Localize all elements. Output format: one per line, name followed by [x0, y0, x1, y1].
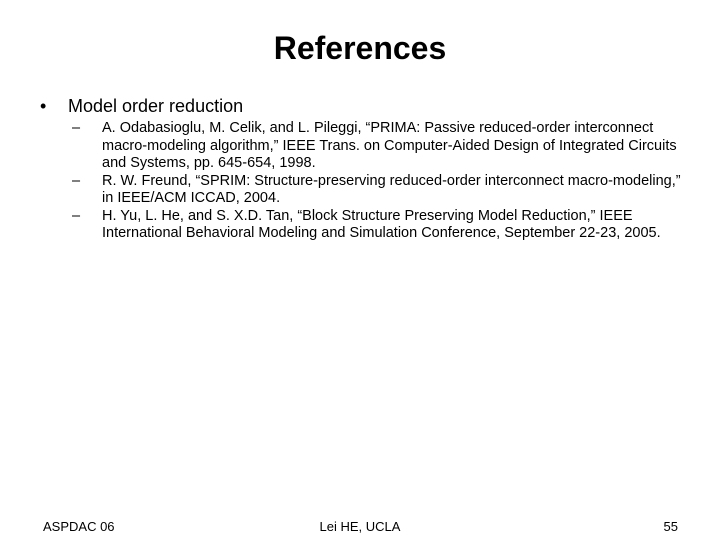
bullet-text: Model order reduction — [68, 96, 244, 116]
dash-marker: – — [72, 120, 81, 136]
reference-item-sprim — [68, 173, 690, 208]
bullet-list — [40, 94, 690, 243]
reference-list — [68, 120, 690, 243]
reference-text: R. W. Freund, “SPRIM: Structure-preserving reduced-order interconnect macro-modeling,” in IEEE/ACM ICCAD, 2004. — [102, 172, 681, 206]
dash-marker: – — [72, 172, 81, 189]
dash-marker: – — [72, 207, 81, 224]
slide-title: References — [273, 30, 447, 66]
footer-author: Lei HE, UCLA — [319, 519, 401, 534]
reference-item-bspmr — [68, 208, 690, 243]
reference-text: A. Odabasioglu, M. Celik, and L. Pileggi, “PRIMA: Passive reduced-order interconnect macro-modeling algorithm,” IEEE Trans. on Computer-Aided Design of Integrated Circuits and Systems, pp. 645-654, 1998. — [102, 120, 677, 171]
reference-item-prima — [68, 120, 690, 173]
footer-conference: ASPDAC 06 — [43, 519, 115, 534]
bullet-item-model-order-reduction — [40, 94, 690, 243]
bullet-marker: • — [40, 96, 47, 116]
reference-text: H. Yu, L. He, and S. X.D. Tan, “Block Structure Preserving Model Reduction,” IEEE International Behavioral Modeling and Simulation Conference, September 22-23, 2005. — [102, 207, 661, 241]
footer-page-number: 55 — [663, 519, 678, 534]
